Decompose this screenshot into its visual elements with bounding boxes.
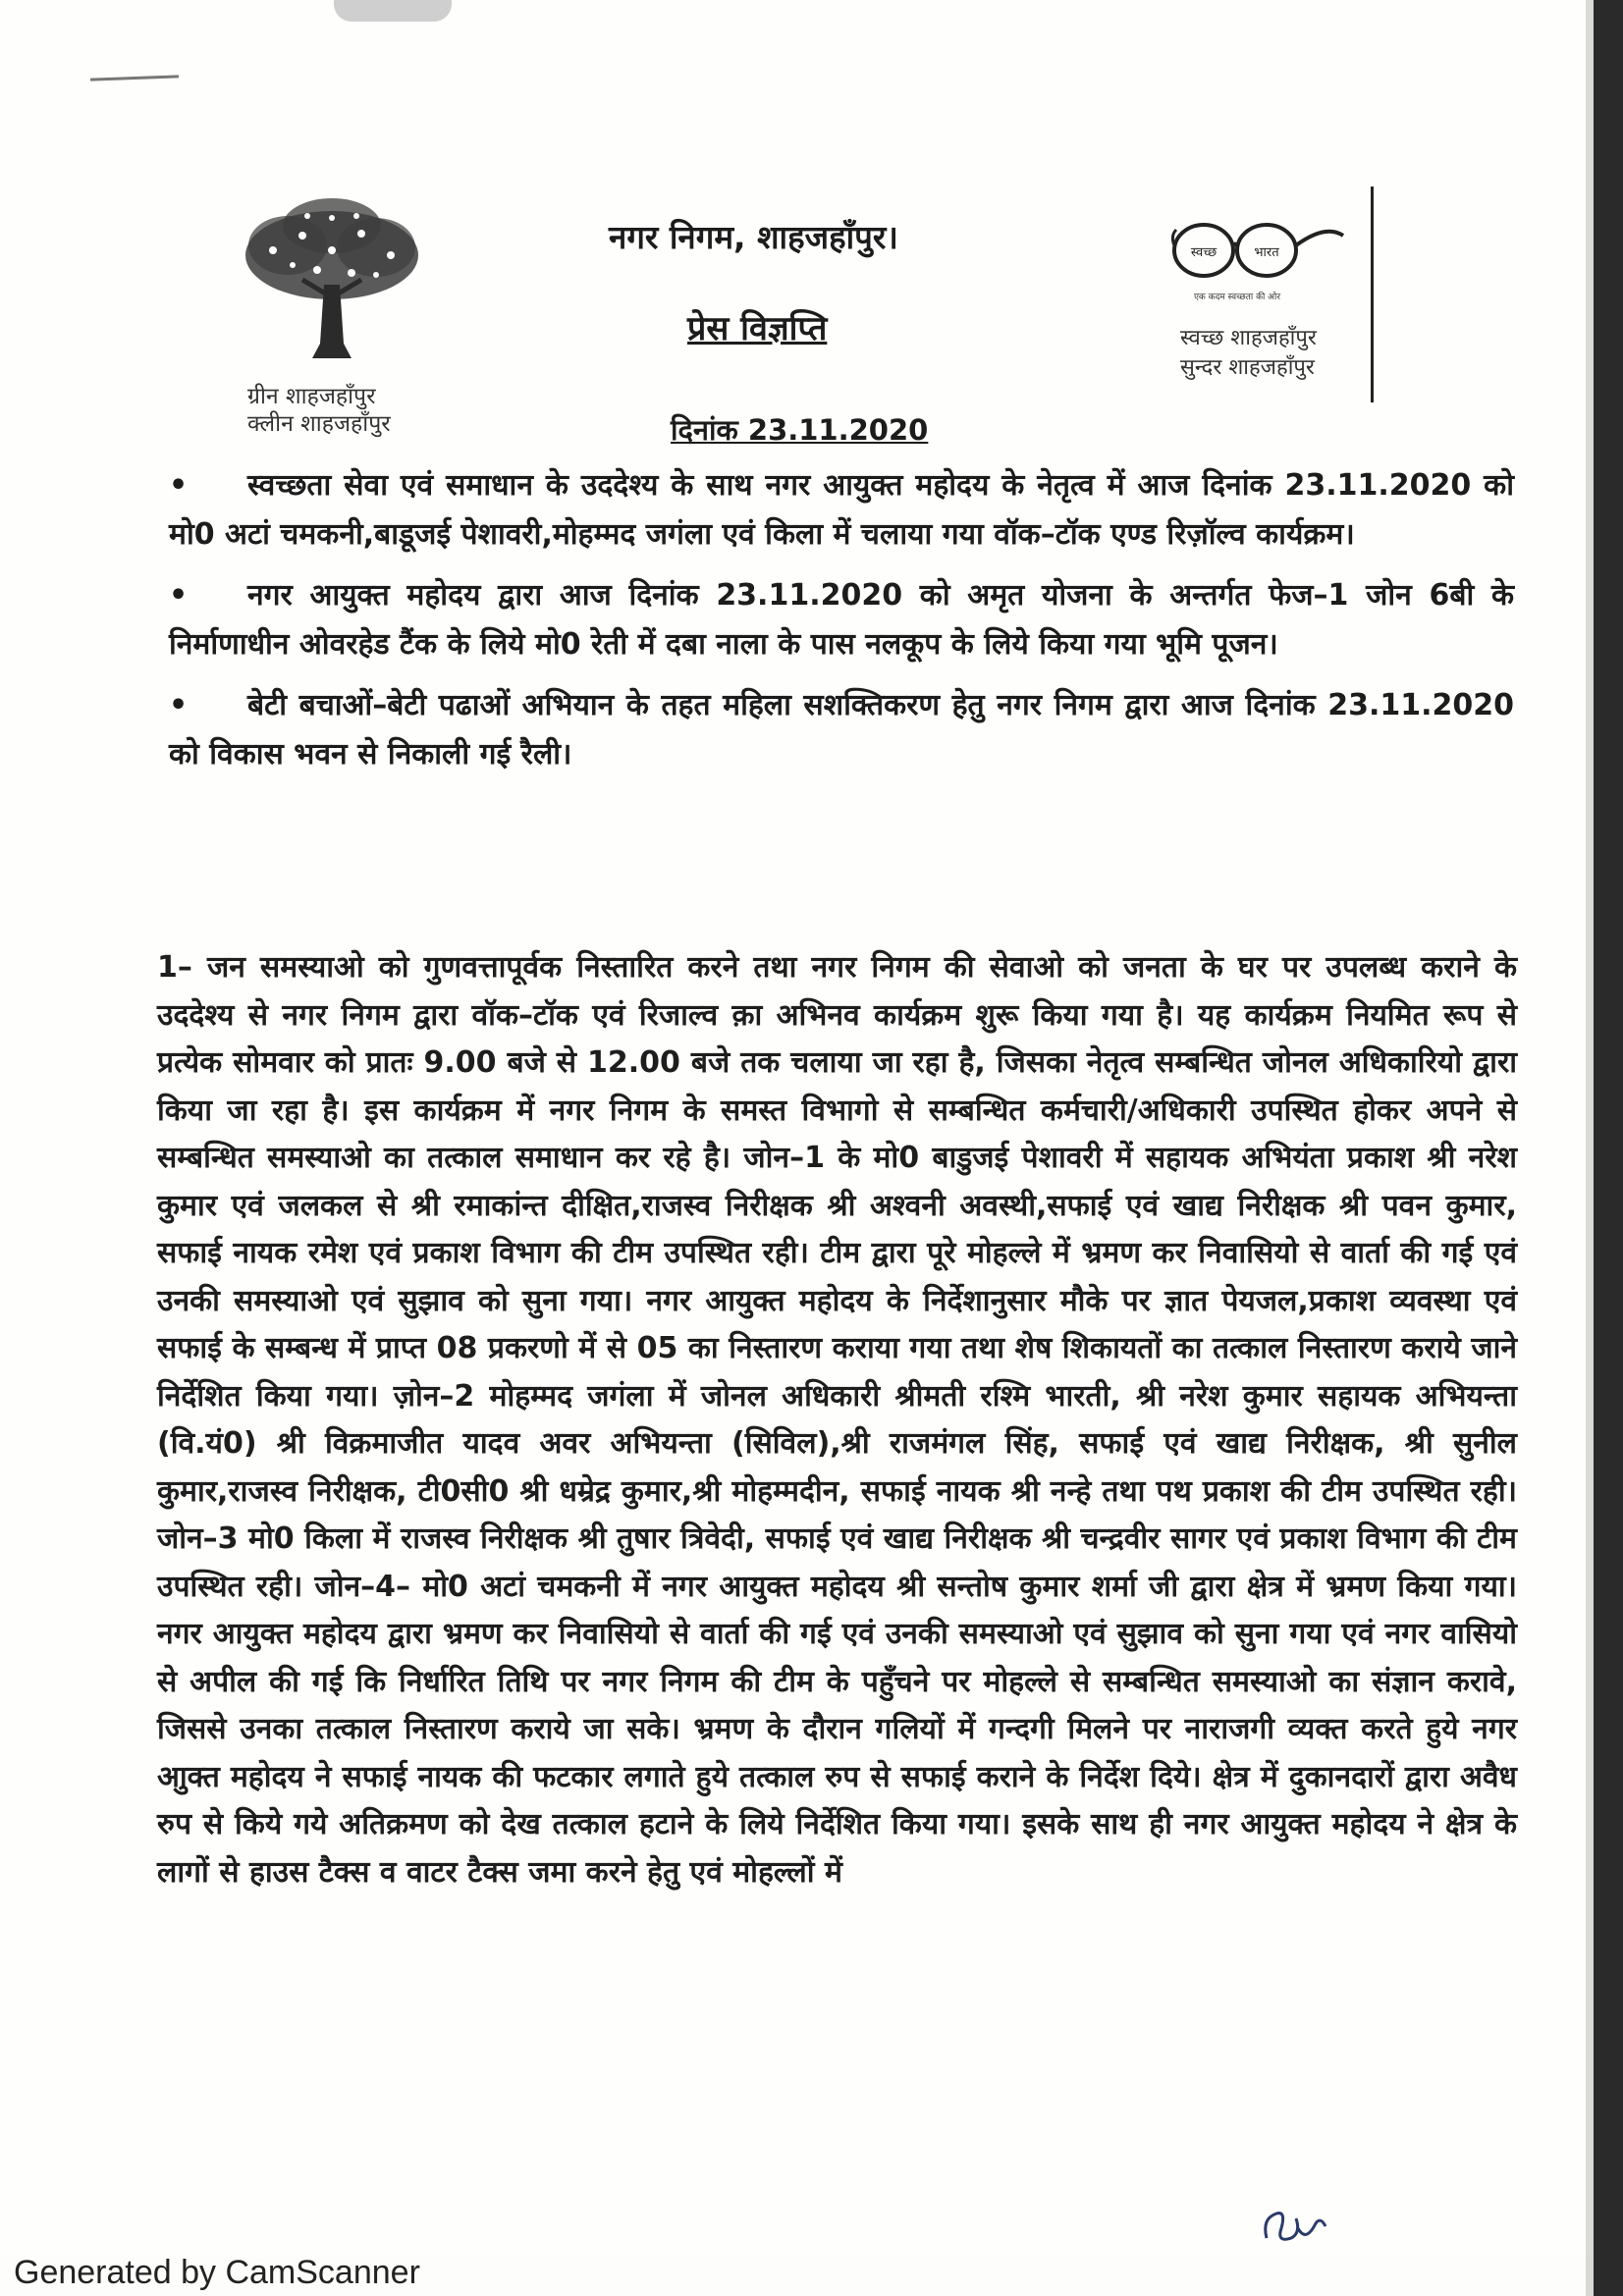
scan-border-dark <box>1594 0 1623 2296</box>
list-item <box>169 461 1514 560</box>
tape-mark <box>334 0 452 22</box>
left-caption-green: ग्रीन शाहजहाँपुर <box>247 384 376 409</box>
logo-text-swachh: स्वच्छ <box>1190 245 1217 260</box>
page-title: नगर निगम, शाहजहाँपुर। <box>609 218 898 256</box>
bullet-text: नगर आयुक्त महोदय द्वारा आज दिनांक 23.11.2020 को अमृत योजना के अन्तर्गत फेज–1 जोन 6बी के निर्माणाधीन ओवरहेड टैंक के लिये मो0 रेती में दबा नाला के पास नलकूप के लिये किया गया भूमि पूजन। <box>169 578 1514 662</box>
header-divider <box>1371 187 1374 402</box>
logo-tagline: एक कदम स्वच्छता की ओर <box>1193 293 1281 302</box>
gandhi-glasses-icon <box>1168 206 1355 314</box>
scan-border-light <box>1586 0 1594 2296</box>
bullet-icon: • <box>169 688 189 722</box>
right-caption-sundar: सुन्दर शाहजहाँपुर <box>1180 355 1315 380</box>
list-item <box>169 571 1514 669</box>
bullet-icon: • <box>169 578 189 613</box>
right-caption-swachh: स्वच्छ शाहजहाँपुर <box>1180 326 1317 350</box>
tree-icon <box>234 196 430 373</box>
bullet-text: बेटी बचाओं–बेटी पढाओं अभियान के तहत महिला सशक्तिकरण हेतु नगर निगम द्वारा आज दिनांक 23.11.2020 को विकास भवन से निकाली गई रैली। <box>169 688 1514 772</box>
green-shahjahanpur-emblem <box>234 196 450 437</box>
signature-icon <box>1257 2199 1335 2258</box>
list-item <box>169 681 1514 779</box>
release-date: दिनांक 23.11.2020 <box>671 413 929 447</box>
bullet-text: स्वच्छता सेवा एवं समाधान के उददेश्य के साथ नगर आयुक्त महोदय के नेतृत्व में आज दिनांक 23.11.2020 को मो0 अटां चमकनी,बाडूजई पेशावरी,मोहम्मद जगंला एवं किला में चलाया गया वॉक–टॉक एण्ड रिज़ॉल्व कार्यक्रम। <box>169 468 1514 552</box>
scratch-mark <box>90 75 179 80</box>
swachh-bharat-emblem <box>1168 206 1365 412</box>
logo-text-bharat: भारत <box>1254 245 1279 260</box>
press-release-title: प्रेस विज्ञप्ति <box>687 309 828 348</box>
left-caption-clean: क्लीन शाहजहाँपुर <box>247 411 391 437</box>
body-paragraph: 1– जन समस्याओ को गुणवत्तापूर्वक निस्तारित करने तथा नगर निगम की सेवाओ को जनता के घर पर उपलब्ध कराने के उददेश्य से नगर निगम द्वारा वॉक–टॉक एवं रिजाल्व क़ा अभिनव कार्यक्रम शुरू किया गया है। यह कार्यक्रम नियमित रूप से प्रत्येक सोमवार को प्रातः 9.00 बजे से 12.00 बजे तक चलाया जा रहा है, जिसका नेतृत्व सम्बन्धित जोनल अधिकारियो द्वारा किया जा रहा है। इस कार्यक्रम में नगर निगम के समस्त विभागो से सम्बन्धित कर्मचारी/अधिकारी उपस्थित होकर अपने से सम्बन्धित समस्याओ का तत्काल समाधान कर रहे है। जोन–1 के मो0 बाडुजई पेशावरी में सहायक अभियंता प्रकाश श्री नरेश कुमार एवं जलकल से श्री रमाकांन्त दीक्षित,राजस्व निरीक्षक श्री अश्वनी अवस्थी,सफाई एवं खाद्य निरीक्षक श्री पवन कुमार, सफाई नायक रमेश एवं प्रकाश विभाग की टीम उपस्थित रही। टीम द्वारा पूरे मोहल्ले में भ्रमण कर निवासियो से वार्ता की गई एवं उनकी समस्याओ एवं सुझाव को सुना गया। नगर आयुक्त महोदय के निर्देशानुसार मौके पर ज्ञात पेयजल,प्रकाश व्यवस्था एवं सफाई के सम्बन्ध में प्राप्त 08 प्रकरणो में से 05 का निस्तारण कराया गया तथा शेष शिकायतों का तत्काल निस्तारण कराये जाने निर्देशित किया गया। ज़ोन–2 मोहम्मद जगंला में जोनल अधिकारी श्रीमती रश्मि भारती, श्री नरेश कुमार सहायक अभियन्ता (वि.यं0) श्री विक्रमाजीत यादव अवर अभियन्ता (सिविल),श्री राजमंगल सिंह, सफाई एवं खाद्य निरीक्षक, श्री सुनील कुमार,राजस्व निरीक्षक, टी0सी0 श्री धम्रेद्र कुमार,श्री मोहम्मदीन, सफाई नायक श्री नन्हे तथा पथ प्रकाश की टीम उपस्थित रही। जोन–3 मो0 किला में राजस्व निरीक्षक श्री तुषार त्रिवेदी, सफाई एवं खाद्य निरीक्षक श्री चन्द्रवीर सागर एवं प्रकाश विभाग की टीम उपस्थित रही। जोन–4– मो0 अटां चमकनी में नगर आयुक्त महोदय श्री सन्तोष कुमार शर्मा जी द्वारा क्षेत्र में भ्रमण किया गया।नगर आयुक्त महोदय द्वारा भ्रमण कर निवासियो से वार्ता की गई एवं उनकी समस्याओ एवं सुझाव को सुना गया एवं नगर वासियो से अपील की गई कि निर्धारित तिथि पर नगर निगम की टीम के पहुँचने पर मोहल्ले से सम्बन्धित समस्याओ का संज्ञान करावे, जिससे उनका तत्काल निस्तारण कराये जा सके। भ्रमण के दौरान गलियों में गन्दगी मिलने पर नाराजगी व्यक्त करते हुये नगर आुक्त महोदय ने सफाई नायक की फटकार लगाते हुये तत्काल रुप से सफाई कराने के निर्देश दिये। क्षेत्र में दुकानदारों द्वारा अवैध रुप से किये गये अतिक्रमण को देख तत्काल हटाने के लिये निर्देशित किया गया। इसके साथ ही नगर आयुक्त महोदय ने क्षेत्र के लागों से हाउस टैक्स व वाटर टैक्स जमा करने हेतु एवं मोहल्लों में <box>157 950 1517 1890</box>
bullet-icon: • <box>169 468 189 503</box>
highlights-list <box>169 461 1514 791</box>
camscanner-watermark: Generated by CamScanner <box>14 2254 420 2291</box>
